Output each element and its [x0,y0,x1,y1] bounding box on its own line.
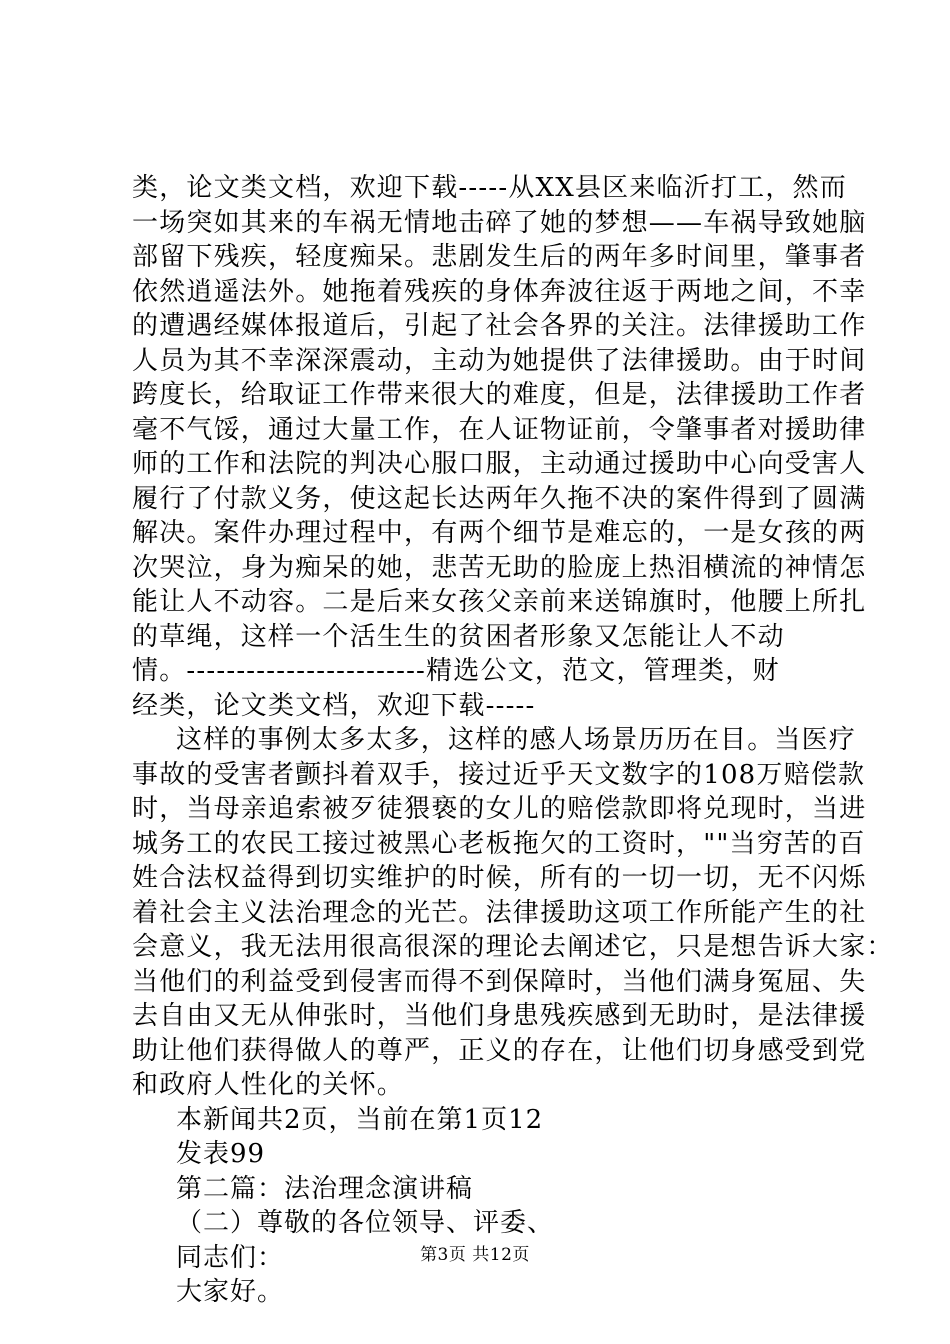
text-line: 城务工的农民工接过被黑心老板拖欠的工资时，""当穷苦的百 [132,828,866,859]
text-line: 毫不气馁，通过大量工作，在人证物证前，令肇事者对援助律 [132,414,867,445]
greeting-line: 大家好。 [176,1277,285,1307]
text-line: 依然逍遥法外。她拖着残疾的身体奔波往返于两地之间，不幸 [132,276,867,307]
text-line: 当他们的利益受到侵害而得不到保障时，当他们满身冤屈、失 [132,966,867,997]
text-line: 会意义，我无法用很高很深的理论去阐述它，只是想告诉大家： [132,932,894,962]
text-line: 姓合法权益得到切实维护的时候，所有的一切一切，无不闪烁 [132,863,867,893]
text-line: 人员为其不幸深深震动，主动为她提供了法律援助。由于时间 [132,345,867,376]
text-line: 和政府人性化的关怀。 [132,1070,405,1100]
page-footer: 第3页 共12页 [420,1245,530,1265]
paragraph-first-line: 这样的事例太多太多，这样的感人场景历历在目。当医疗 [176,725,857,755]
text-line: 次哭泣，身为痴呆的她，悲苦无助的脸庞上热泪横流的神情怎 [132,552,867,583]
document-body [132,171,894,1310]
text-line: 的遭遇经媒体报道后，引起了社会各界的关注。法律援助工作 [132,311,867,341]
text-line: 的草绳，这样一个活生生的贫困者形象又怎能让人不动 [132,621,785,652]
section-heading: 第二篇：法治理念演讲稿 [176,1173,474,1204]
text-line: 类，论文类文档，欢迎下载-----从XX县区来临沂打工，然而 [132,173,847,203]
text-line: 事故的受害者颤抖着双手，接过近乎天文数字的108万赔偿款 [132,759,866,790]
text-line: 履行了付款义务，使这起长达两年久拖不决的案件得到了圆满 [132,483,867,514]
text-line: 情。------------------------精选公文，范文，管理类，财 [132,656,780,686]
text-line: 能让人不动容。二是后来女孩父亲前来送锦旗时，他腰上所扎 [132,587,867,617]
text-line: 师的工作和法院的判决心服口服，主动通过援助中心向受害人 [132,449,867,479]
salutation-line: （二）尊敬的各位领导、评委、 [176,1208,555,1238]
text-line: 经类，论文类文档，欢迎下载----- [132,690,536,721]
text-line: 部留下残疾，轻度痴呆。悲剧发生后的两年多时间里，肇事者 [132,242,867,272]
text-line: 着社会主义法治理念的光芒。法律援助这项工作所能产生的社 [132,897,867,928]
text-line: 一场突如其来的车祸无情地击碎了她的梦想——车祸导致她脑 [132,207,867,238]
page-info-line: 本新闻共2页，当前在第1页12 [176,1104,544,1135]
text-line: 跨度长，给取证工作带来很大的难度，但是，法律援助工作者 [132,380,867,410]
text-line: 助让他们获得做人的尊严，正义的存在，让他们切身感受到党 [132,1035,867,1066]
post-count-line: 发表99 [176,1139,266,1169]
text-line: 去自由又无从伸张时，当他们身患残疾感到无助时，是法律援 [132,1001,867,1031]
salutation-line: 同志们： [176,1242,285,1273]
text-line: 时，当母亲追索被歹徒猥亵的女儿的赔偿款即将兑现时，当进 [132,794,867,824]
text-line: 解决。案件办理过程中，有两个细节是难忘的，一是女孩的两 [132,518,867,548]
